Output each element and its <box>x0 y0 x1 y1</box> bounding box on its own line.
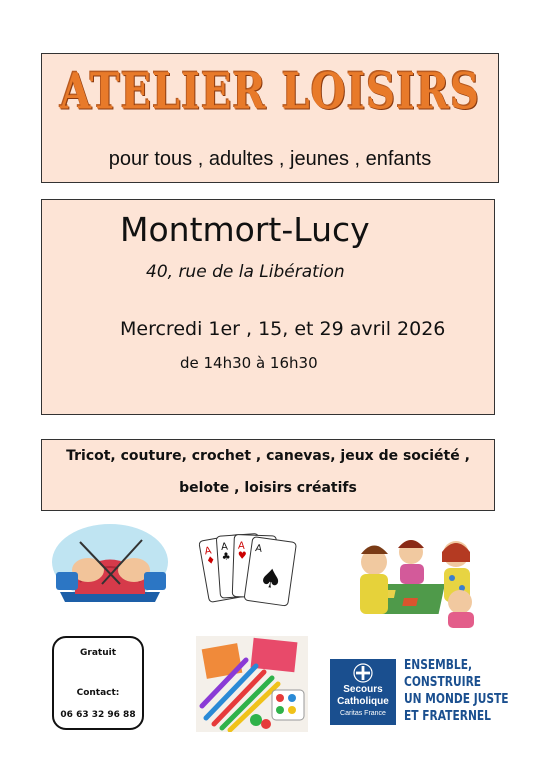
event-street: 40, rue de la Libération <box>146 262 345 282</box>
event-info-box <box>41 199 495 415</box>
svg-text:A: A <box>254 543 263 555</box>
svg-text:♣: ♣ <box>221 551 232 564</box>
cross-icon <box>353 663 373 683</box>
slogan <box>404 657 509 725</box>
secours-catholique-logo <box>330 659 396 725</box>
svg-text:A: A <box>203 545 213 558</box>
logo-line-3: Caritas France <box>340 710 386 717</box>
slogan-line-4: ET FRATERNEL <box>404 709 491 724</box>
event-hours: de 14h30 à 16h30 <box>180 354 318 372</box>
contact-phone: 06 63 32 96 88 <box>60 710 136 720</box>
board-game-illustration <box>356 532 480 630</box>
logo-line-1: Secours <box>343 684 383 695</box>
price-label: Gratuit <box>80 648 116 658</box>
svg-text:A: A <box>237 540 246 552</box>
activities-line-1: Tricot, couture, crochet , canevas, jeux de société , <box>66 448 470 464</box>
svg-text:♥: ♥ <box>237 550 247 562</box>
slogan-line-3: UN MONDE JUSTE <box>404 692 509 707</box>
svg-text:A: A <box>220 541 229 554</box>
title-box <box>41 53 499 183</box>
poster-subtitle: pour tous , adultes , jeunes , enfants <box>108 148 432 170</box>
contact-box <box>52 636 144 730</box>
logo-line-2: Catholique <box>337 696 389 707</box>
event-dates: Mercredi 1er , 15, et 29 avril 2026 <box>120 318 446 340</box>
activities-line-2: belote , loisirs créatifs <box>179 480 357 496</box>
playing-cards-illustration <box>197 525 297 615</box>
contact-label: Contact: <box>76 688 120 698</box>
slogan-line-2: CONSTRUIRE <box>404 675 482 690</box>
event-town: Montmort-Lucy <box>120 210 370 249</box>
svg-text:♦: ♦ <box>205 554 217 568</box>
poster-title: ATELIER LOISIRS <box>60 62 480 121</box>
craft-supplies-illustration <box>196 636 308 732</box>
knitting-illustration <box>50 522 172 604</box>
activities-box <box>41 439 495 511</box>
svg-text:♠: ♠ <box>257 563 285 596</box>
slogan-line-1: ENSEMBLE, <box>404 658 473 673</box>
